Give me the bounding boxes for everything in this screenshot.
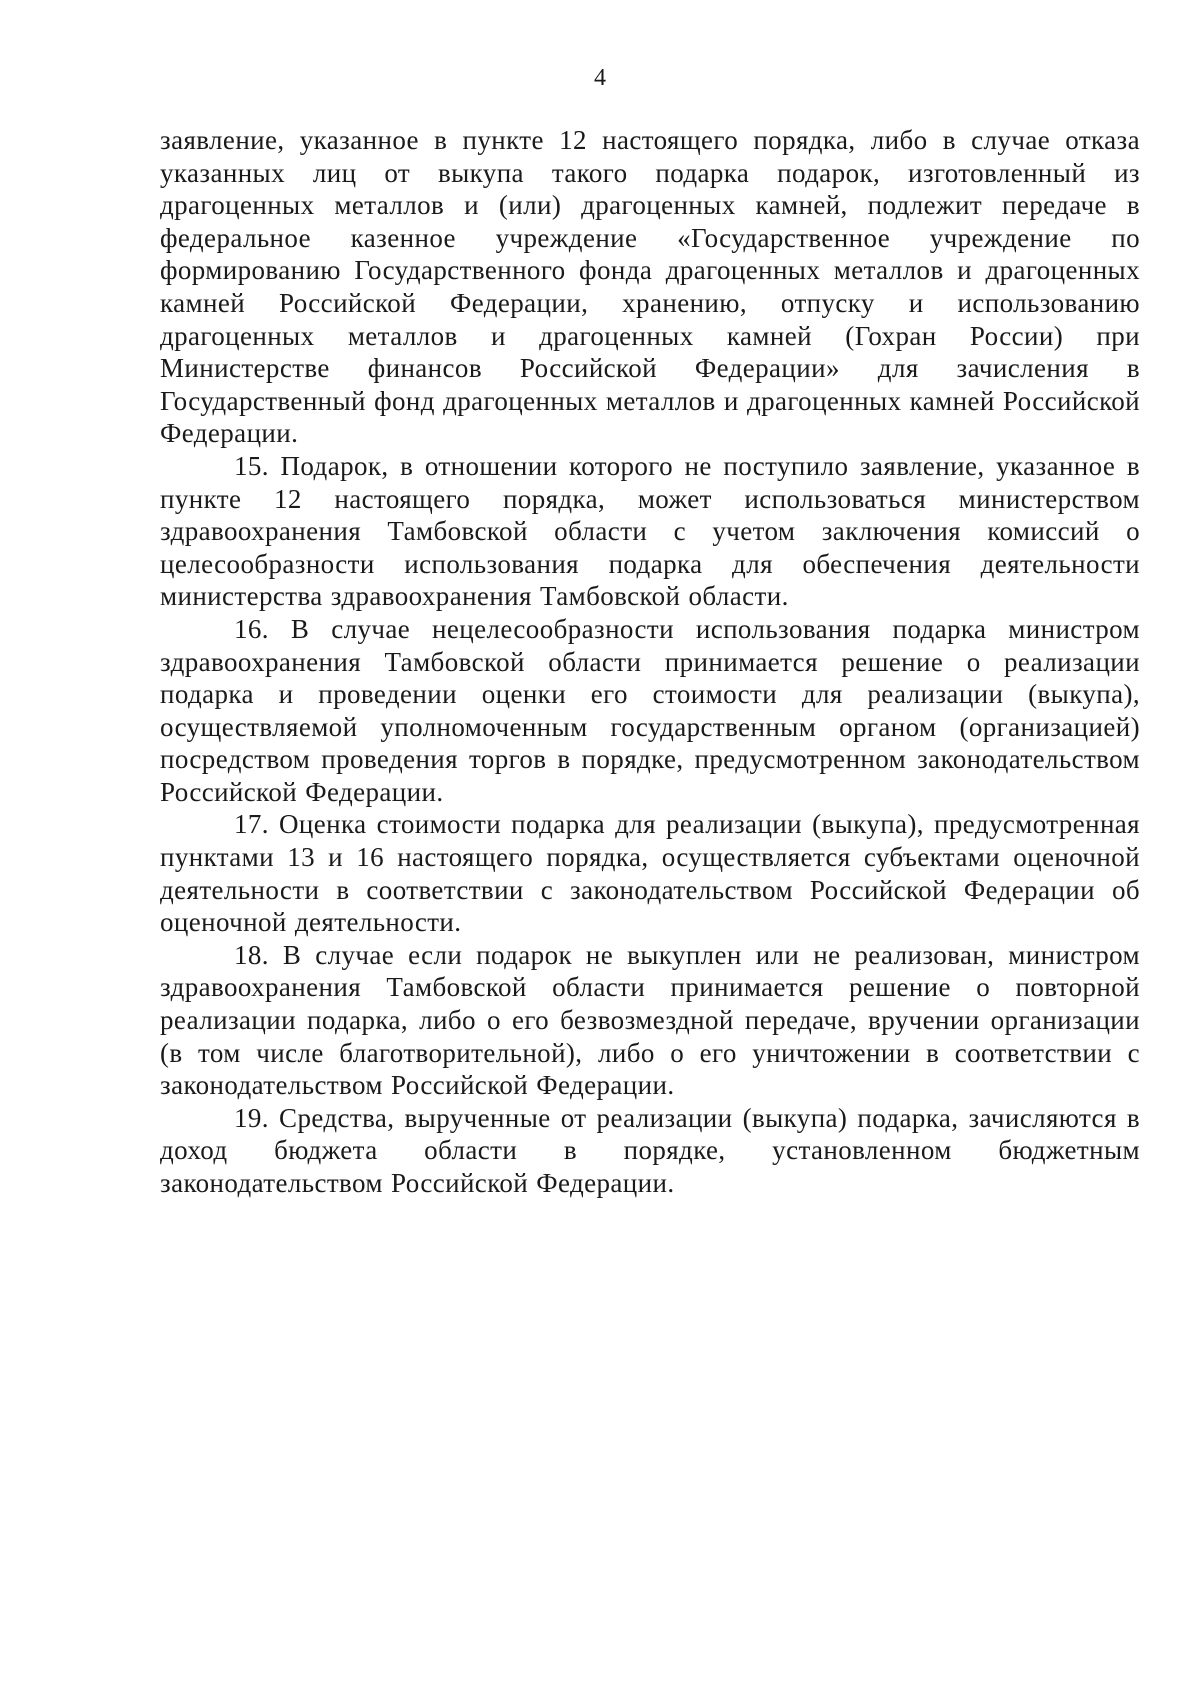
document-body — [160, 124, 1140, 1200]
page-number: 4 — [594, 65, 606, 91]
paragraph-16: 16. В случае нецелесообразности использования подарка министром здравоохранения Тамбовской области принимается решение о реализации подарка и проведении оценки его стоимости для реализации (выкупа), осуществляемой уполномоченным государственным органом (организацией) посредством проведения торгов в порядке, предусмотренном законодательством Российской Федерации. — [160, 613, 1140, 807]
paragraph-15: 15. Подарок, в отношении которого не поступило заявление, указанное в пункте 12 настоящего порядка, может использоваться министерством здравоохранения Тамбовской области с учетом заключения комиссий о целесообразности использования подарка для обеспечения деятельности министерства здравоохранения Тамбовской области. — [160, 450, 1140, 612]
paragraph-18: 18. В случае если подарок не выкуплен или не реализован, министром здравоохранения Тамбовской области принимается решение о повторной реализации подарка, либо о его безвозмездной передаче, вручении организации (в том числе благотворительной), либо о его уничтожении в соответствии с законодательством Российской Федерации. — [160, 939, 1140, 1101]
paragraph-continuation: заявление, указанное в пункте 12 настоящего порядка, либо в случае отказа указанных лиц от выкупа такого подарка подарок, изготовленный из драгоценных металлов и (или) драгоценных камней, подлежит передаче в федеральное казенное учреждение «Государственное учреждение по формированию Государственного фонда драгоценных металлов и драгоценных камней Российской Федерации, хранению, отпуску и использованию драгоценных металлов и драгоценных камней (Гохран России) при Министерстве финансов Российской Федерации» для зачисления в Государственный фонд драгоценных металлов и драгоценных камней Российской Федерации. — [160, 125, 1140, 449]
paragraph-17: 17. Оценка стоимости подарка для реализации (выкупа), предусмотренная пунктами 13 и 16 настоящего порядка, осуществляется субъектами оценочной деятельности в соответствии с законодательством Российской Федерации об оценочной деятельности. — [160, 809, 1140, 938]
paragraph-19: 19. Средства, вырученные от реализации (выкупа) подарка, зачисляются в доход бюджета области в порядке, установленном бюджетным законодательством Российской Федерации. — [160, 1102, 1140, 1198]
